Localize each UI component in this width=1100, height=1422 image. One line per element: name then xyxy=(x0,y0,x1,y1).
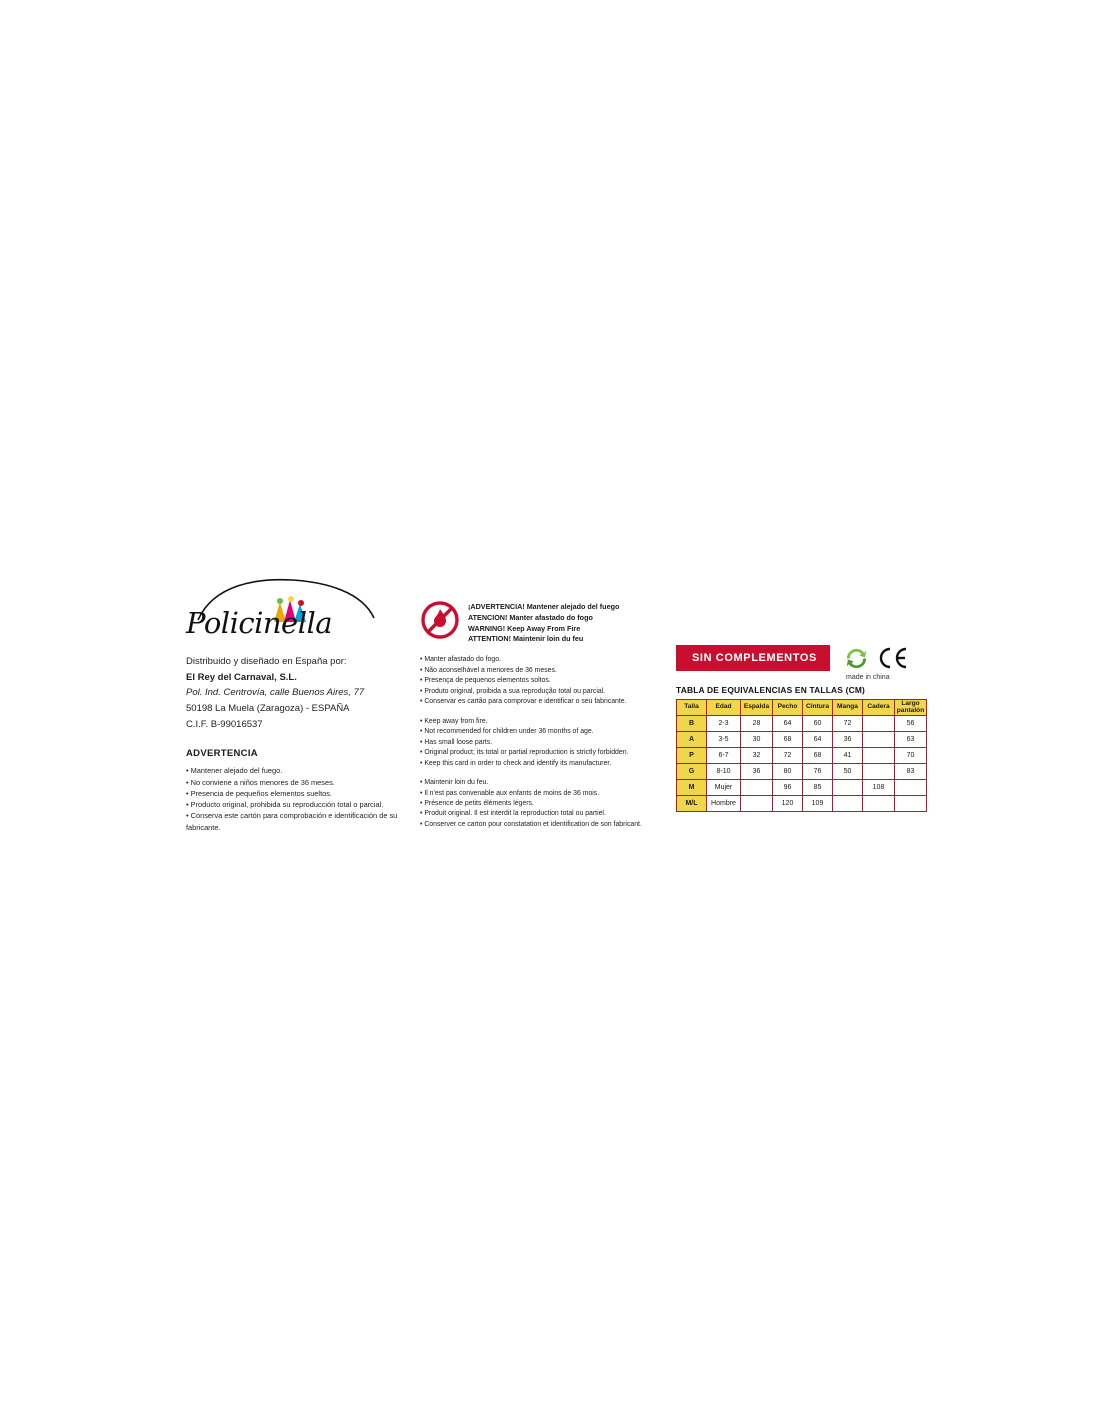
brand-name: Policinella xyxy=(186,606,333,640)
table-cell xyxy=(833,780,863,796)
table-cell xyxy=(833,796,863,812)
warning-headlines xyxy=(468,600,619,645)
table-cell xyxy=(741,780,773,796)
column-header: Talla xyxy=(677,700,707,716)
list-item: • Conservar es cartão para comprovar e identificar o seu fabricante. xyxy=(420,698,627,706)
distributor-block xyxy=(186,654,426,732)
table-cell: B xyxy=(677,716,707,732)
table-cell: 41 xyxy=(833,748,863,764)
table-cell xyxy=(863,764,895,780)
list-item: • Produit original. Il est interdit la reproduction total ou partiel. xyxy=(420,810,606,818)
table-cell: 50 xyxy=(833,764,863,780)
table-cell: Mujer xyxy=(707,780,741,796)
column-header: Largo pantalón xyxy=(895,700,927,716)
table-cell: 120 xyxy=(773,796,803,812)
table-cell: 76 xyxy=(803,764,833,780)
warning-headline-fr: ATTENTION! Maintenir loin du feu xyxy=(468,634,584,644)
table-cell: 2-3 xyxy=(707,716,741,732)
warning-header xyxy=(420,600,650,645)
list-item: • Producto original, prohibida su reproducción total o parcial. xyxy=(186,800,384,810)
company-cif: C.I.F. B-99016537 xyxy=(186,718,263,730)
company-name: El Rey del Carnaval, S.L. xyxy=(186,671,297,683)
warning-headline-es: ¡ADVERTENCIA! Mantener alejado del fuego xyxy=(468,602,620,611)
warning-headline-en: WARNING! Keep Away From Fire xyxy=(468,623,581,633)
table-cell: 96 xyxy=(773,780,803,796)
column-header: Cintura xyxy=(803,700,833,716)
list-item: • Présence de petits éléments légers. xyxy=(420,800,534,807)
distributed-by-label: Distribuido y diseñado en España por: xyxy=(186,656,347,667)
table-row xyxy=(677,764,927,780)
table-cell: M xyxy=(677,780,707,796)
table-cell xyxy=(741,796,773,812)
table-row xyxy=(677,716,927,732)
table-cell: 80 xyxy=(773,764,803,780)
green-dot-recycling-icon xyxy=(844,646,869,671)
table-cell xyxy=(863,732,895,748)
brand-column xyxy=(186,578,426,833)
table-cell xyxy=(863,796,895,812)
table-cell: 36 xyxy=(741,764,773,780)
table-cell: 64 xyxy=(803,732,833,748)
size-table-title: TABLA DE EQUIVALENCIAS EN TALLAS (CM) xyxy=(676,685,866,695)
table-cell: M/L xyxy=(677,796,707,812)
list-item: • Presencia de pequeños elementos sueltos. xyxy=(186,788,332,798)
table-cell: 8-10 xyxy=(707,764,741,780)
table-cell: 6-7 xyxy=(707,748,741,764)
table-cell: 28 xyxy=(741,716,773,732)
warning-headline-pt: ATENCION! Manter afastado do fogo xyxy=(468,612,593,622)
table-header-row xyxy=(677,700,927,716)
list-item: • Has small loose parts. xyxy=(420,738,493,746)
list-item: • Original product; its total or partial reproduction is strictly forbidden. xyxy=(420,749,629,757)
warning-group-fr xyxy=(420,778,650,830)
table-cell: 68 xyxy=(803,748,833,764)
no-accessories-badge: SIN COMPLEMENTOS xyxy=(676,645,830,671)
table-cell: 83 xyxy=(895,764,927,780)
list-item: • Keep away from fire. xyxy=(420,717,488,725)
column-header: Espalda xyxy=(741,700,773,716)
table-cell: 70 xyxy=(895,748,927,764)
address-line-2: 50198 La Muela (Zaragoza) - ESPAÑA xyxy=(186,703,350,715)
warning-group-en xyxy=(420,717,650,769)
table-cell: P xyxy=(677,748,707,764)
table-row xyxy=(677,796,927,812)
table-cell: 72 xyxy=(833,716,863,732)
address-line-1: Pol. Ind. Centrovía, calle Buenos Aires, 77 xyxy=(186,687,365,699)
table-cell: 63 xyxy=(895,732,927,748)
size-table-column xyxy=(676,645,936,812)
multilingual-warning-column xyxy=(420,600,650,839)
table-cell xyxy=(863,716,895,732)
table-cell xyxy=(863,748,895,764)
table-cell: 85 xyxy=(803,780,833,796)
table-cell: 64 xyxy=(773,716,803,732)
table-cell: 30 xyxy=(741,732,773,748)
marks-row xyxy=(676,645,936,681)
advertencia-bullets xyxy=(186,765,426,833)
list-item: • Keep this card in order to check and identify its manufacturer. xyxy=(420,759,612,767)
table-row xyxy=(677,748,927,764)
made-in-china-label: made in china xyxy=(846,673,890,681)
table-row xyxy=(677,732,927,748)
certification-marks xyxy=(844,646,910,681)
column-header: Cadera xyxy=(863,700,895,716)
list-item: • Manter afastado do fogo. xyxy=(420,656,501,664)
table-cell: 3-5 xyxy=(707,732,741,748)
table-cell: G xyxy=(677,764,707,780)
list-item: • Conserver ce carton pour constatation et identification de son fabricant. xyxy=(420,820,642,828)
list-item: • Not recommended for children under 36 months of age. xyxy=(420,728,594,736)
size-equivalence-table xyxy=(676,699,927,812)
column-header: Pecho xyxy=(773,700,803,716)
list-item: • No conviene a niños menores de 36 meses. xyxy=(186,777,335,787)
table-cell: Hombre xyxy=(707,796,741,812)
column-header: Edad xyxy=(707,700,741,716)
no-fire-icon xyxy=(420,600,460,640)
table-cell: 32 xyxy=(741,748,773,764)
table-cell: 60 xyxy=(803,716,833,732)
list-item: • Mantener alejado del fuego. xyxy=(186,766,283,776)
list-item: • Maintenir loin du feu. xyxy=(420,779,489,787)
table-cell: 68 xyxy=(773,732,803,748)
brand-logo xyxy=(186,578,386,648)
table-cell: 36 xyxy=(833,732,863,748)
table-cell: A xyxy=(677,732,707,748)
list-item: • Conserva este cartón para comprobación e identificación de su fabricante. xyxy=(186,811,398,832)
column-header: Manga xyxy=(833,700,863,716)
list-item: • Não aconselhável a menores de 36 meses. xyxy=(420,666,557,674)
list-item: • Presença de pequenos elementos soltos. xyxy=(420,677,551,685)
warning-group-pt xyxy=(420,655,650,707)
list-item: • Produto original, proibida a sua reprodução total ou parcial. xyxy=(420,687,606,695)
table-cell xyxy=(895,780,927,796)
table-cell: 72 xyxy=(773,748,803,764)
table-cell: 108 xyxy=(863,780,895,796)
ce-mark-icon xyxy=(876,646,910,670)
warning-lists xyxy=(420,655,650,830)
table-cell xyxy=(895,796,927,812)
table-cell: 56 xyxy=(895,716,927,732)
table-cell: 109 xyxy=(803,796,833,812)
advertencia-heading: ADVERTENCIA xyxy=(186,748,258,760)
list-item: • Il n'est pas convenable aux enfants de moins de 36 mois. xyxy=(420,789,600,797)
table-row xyxy=(677,780,927,796)
